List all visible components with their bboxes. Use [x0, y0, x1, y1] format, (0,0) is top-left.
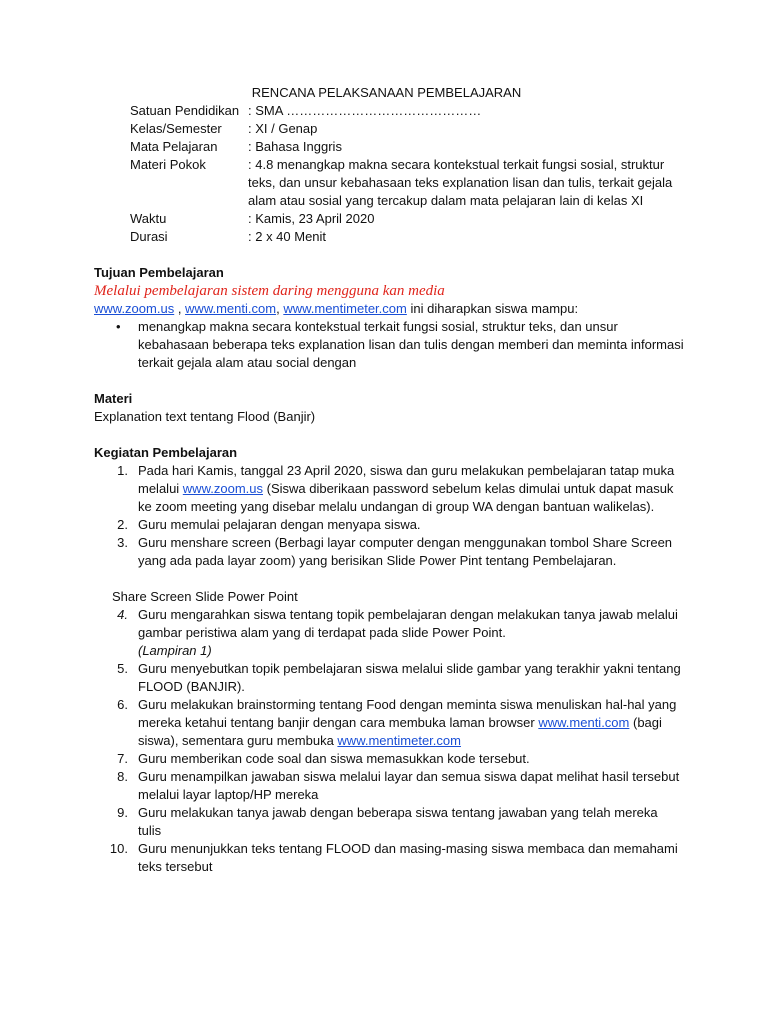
step-number: 10. — [109, 841, 128, 856]
step-note: (Lampiran 1) — [138, 643, 212, 658]
kegiatan-heading: Kegiatan Pembelajaran — [94, 445, 238, 460]
zoom-link[interactable]: www.zoom.us — [182, 481, 263, 496]
mentimeter-link[interactable]: www.mentimeter.com — [283, 301, 407, 316]
meta-label: Waktu — [130, 211, 167, 226]
step-text: Guru menunjukkan teks tentang FLOOD dan masing-masing siswa membaca dan memahami teks tersebut — [138, 841, 678, 874]
step-number: 9. — [117, 805, 128, 820]
meta-value: : SMA ……………………………………… — [248, 103, 482, 118]
separator: , — [276, 301, 284, 316]
step-number: 3. — [117, 535, 128, 550]
tujuan-links-line — [94, 300, 684, 318]
kegiatan-steps-list — [94, 462, 684, 570]
menti-link[interactable]: www.menti.com — [538, 715, 630, 730]
step-text — [138, 606, 684, 660]
meta-row-kelas — [130, 120, 684, 138]
list-item — [94, 750, 684, 768]
list-item — [94, 462, 684, 516]
list-item — [94, 840, 684, 876]
tujuan-tail-text: ini diharapkan siswa mampu: — [406, 301, 579, 316]
step-text-part: (Siswa diberikaan password sebelum kelas dimulai untuk dapat masuk ke zoom meeting yang disebar melalu undangan di group WA dengan bantuan walikelas). — [138, 481, 674, 514]
meta-value: : 2 x 40 Menit — [248, 229, 327, 244]
bullet-icon: • — [116, 319, 121, 334]
step-text: Guru memberikan code soal dan siswa memasukkan kode tersebut. — [138, 751, 530, 766]
step-text: Guru menshare screen (Berbagi layar computer dengan menggunakan tombol Share Screen yang ada pada layar zoom) yang berisikan Slide Power Pint tentang Pembelajaran. — [138, 535, 673, 568]
document-title: RENCANA PELAKSANAAN PEMBELAJARAN — [251, 85, 522, 100]
list-item — [94, 660, 684, 696]
meta-value: : Kamis, 23 April 2020 — [248, 211, 375, 226]
meta-row-durasi — [130, 228, 684, 246]
meta-row-satuan — [130, 102, 684, 120]
menti-link[interactable]: www.menti.com — [185, 301, 277, 316]
document-page — [94, 84, 684, 876]
zoom-link[interactable]: www.zoom.us — [94, 301, 175, 316]
step-text: Guru melakukan tanya jawab dengan beberapa siswa tentang jawaban yang telah mereka tulis — [138, 805, 658, 838]
meta-row-mapel — [130, 138, 684, 156]
list-item — [94, 768, 684, 804]
step-text-part: Guru mengarahkan siswa tentang topik pembelajaran dengan melakukan tanya jawab melalui gambar peristiwa alam yang di terdapat pada slide Power Point. — [138, 607, 678, 640]
tujuan-heading: Tujuan Pembelajaran — [94, 265, 224, 280]
meta-value: : Bahasa Inggris — [248, 139, 342, 154]
step-number: 6. — [117, 697, 128, 712]
list-item — [94, 696, 684, 750]
step-text: Guru menampilkan jawaban siswa melalui layar dan semua siswa dapat melihat hasil tersebut melalui layar laptop/HP mereka — [138, 769, 680, 802]
tujuan-bullet-list — [94, 318, 684, 372]
step-text-part: Pada hari Kamis, tanggal 23 April 2020, siswa dan guru melakukan pembelajaran tatap muka melalui — [138, 463, 675, 496]
step-number: 1. — [117, 463, 128, 478]
meta-table — [130, 102, 684, 246]
meta-label: Satuan Pendidikan — [130, 103, 240, 118]
materi-text: Explanation text tentang Flood (Banjir) — [94, 409, 316, 424]
list-item — [94, 516, 684, 534]
step-text — [138, 462, 684, 516]
list-item — [94, 318, 684, 372]
step-number: 8. — [117, 769, 128, 784]
step-number: 4. — [117, 607, 128, 622]
step-text-part: (bagi siswa), sementara guru membuka — [138, 715, 662, 748]
tujuan-media-line: Melalui pembelajaran sistem daring mengguna kan media — [94, 283, 445, 299]
meta-label: Materi Pokok — [130, 157, 206, 172]
meta-label: Mata Pelajaran — [130, 139, 218, 154]
bullet-text: menangkap makna secara kontekstual terkait fungsi sosial, struktur teks, dan unsur kebahasaan beberapa teks explanation lisan dan tulis dengan memberi dan meminta informasi terkait gejala alam atau social dengan — [138, 319, 684, 370]
meta-label: Durasi — [130, 229, 168, 244]
step-text: Guru memulai pelajaran dengan menyapa siswa. — [138, 517, 421, 532]
step-text: Guru menyebutkan topik pembelajaran siswa melalui slide gambar yang terakhir yakni tentang FLOOD (BANJIR). — [138, 661, 681, 694]
step-number: 7. — [117, 751, 128, 766]
mentimeter-link[interactable]: www.mentimeter.com — [337, 733, 461, 748]
meta-value: : XI / Genap — [248, 121, 318, 136]
meta-label: Kelas/Semester — [130, 121, 222, 136]
step-number: 5. — [117, 661, 128, 676]
step-number: 2. — [117, 517, 128, 532]
meta-row-materi-pokok — [130, 156, 684, 210]
meta-value: : 4.8 menangkap makna secara kontekstual terkait fungsi sosial, struktur teks, dan unsur kebahasaan teks explanation lisan dan tulis, terkait gejala alam atau sosial yang tercakup dalam mata pelajaran lain di kelas XI — [248, 157, 673, 208]
list-item — [94, 606, 684, 660]
kegiatan-steps-list-continued — [94, 606, 684, 876]
step-text-part: Guru melakukan brainstorming tentang Food dengan meminta siswa menuliskan hal-hal yang mereka ketahui tentang banjir dengan cara membuka laman browser — [138, 697, 677, 730]
share-screen-note: Share Screen Slide Power Point — [112, 589, 298, 604]
meta-row-waktu — [130, 210, 684, 228]
list-item — [94, 534, 684, 570]
step-text — [138, 696, 684, 750]
list-item — [94, 804, 684, 840]
materi-heading: Materi — [94, 391, 133, 406]
separator: , — [174, 301, 186, 316]
